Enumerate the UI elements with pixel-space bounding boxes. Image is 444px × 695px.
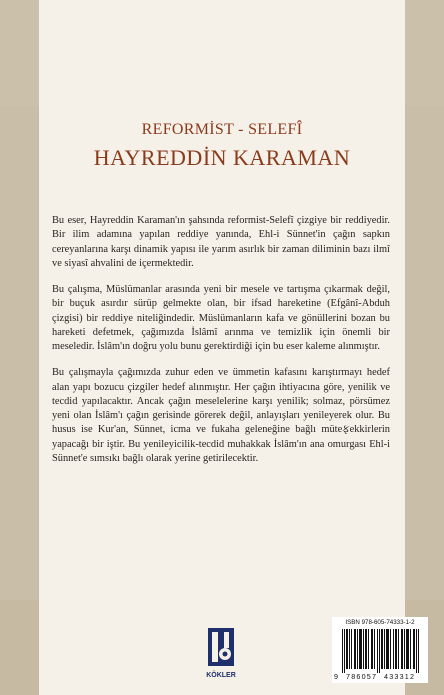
isbn-text: ISBN 978-605-74333-1-2 <box>345 619 415 626</box>
barcode-digit-group-left: 786057 <box>346 672 378 681</box>
blurb-text <box>52 214 390 478</box>
blurb-paragraph-3: Bu çalışmayla çağımızda zuhur eden ve ümmetin kafasını karıştırmayı hedef alan yapı bozucu çizgiler hedef alınmıştır. Her çağın ihtiyacına göre, yenilik ve tecdid yapılacaktır. Ancak çağın meselelerine karşı yenilik; solmaz, pörsümez yeni olan İslâm'ı çağın gerisinde görerek değil, anlayışları yenileyerek olur. Bu husus ise Kur'an, Sünnet, icma ve fukaha geleneğine bağlı müteફekkirlerin yapacağı bir iştir. Bu yenileyicilik-tecdid muhakkak İslâm'ın ana omurgası Ehl-i Sünnet'e sımsıkı bağlı olarak yerine getirilecektir. <box>52 367 390 464</box>
author-title: HAYREDDİN KARAMAN <box>93 145 351 170</box>
blurb-paragraph-2: Bu çalışma, Müslümanlar arasında yeni bir mesele ve tartışma çıkarmak değil, bir buçuk asırdır sürüp gelmekte olan, bir ifsad hareketine (Efgânî-Abduh çizgisi) bir reddiye niteliğindedir. Müslümanların kafa ve gönüllerini bozan bu hareketi defetmek, çağımızda İslâmî arınma ve temizlik için önemli bir meseledir. İslâm'ın doğru yolu bunu gerektirdiği için bu eser kaleme alınmıştır. <box>52 284 390 352</box>
barcode-digit-prefix: 9 <box>334 672 338 681</box>
blurb-paragraph-1: Bu eser, Hayreddin Karaman'ın şahsında reformist-Selefî çizgiye bir reddiyedir. Bir ilim adamına yapılan reddiye yanında, Ehl-i Sünnet'in çağın sapkın cereyanlarına karşı dinamik yapısı ile yarım asırlık bir zaman diliminin bazı ilmî ve siyasî ahvalini de içermektedir. <box>52 215 390 269</box>
publisher-logo <box>205 626 237 680</box>
series-title: REFORMİST - SELEFÎ <box>141 121 303 138</box>
barcode-digit-group-right: 433312 <box>384 672 416 681</box>
barcode-icon <box>338 629 424 673</box>
kokler-logo-icon <box>205 626 237 680</box>
publisher-name: KÖKLER <box>206 672 236 679</box>
barcode-area <box>332 617 428 683</box>
